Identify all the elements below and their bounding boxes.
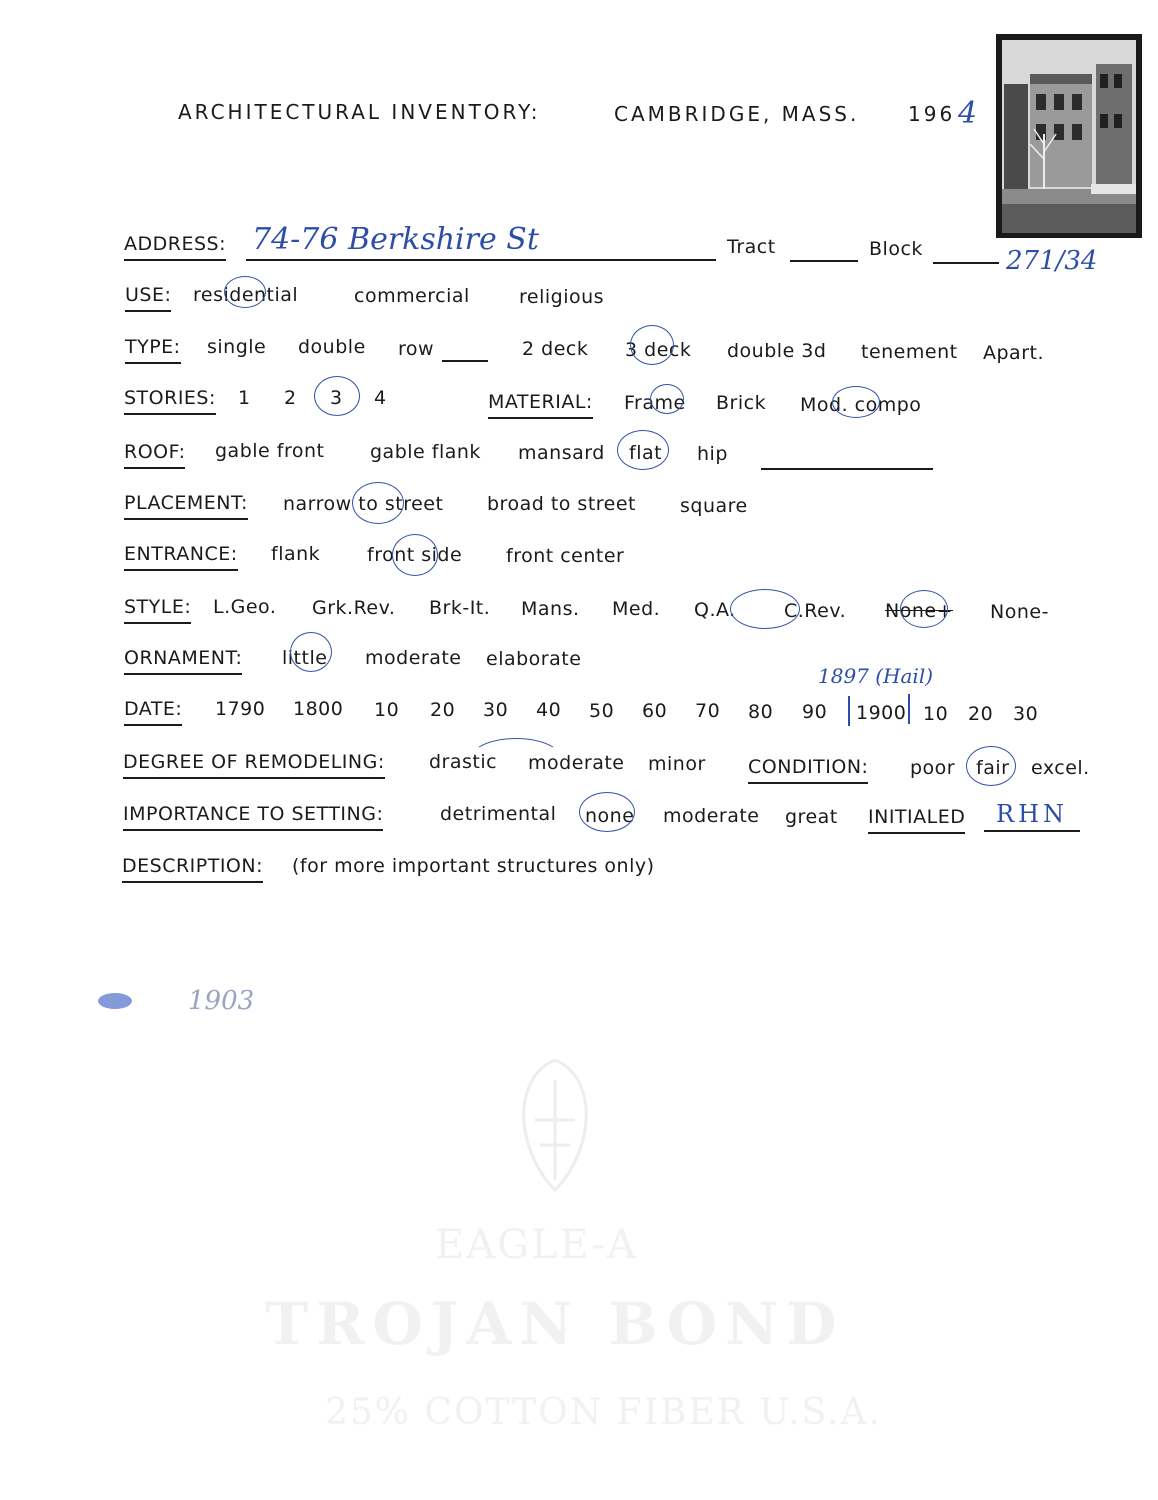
date-option-10[interactable]: 10 bbox=[374, 699, 400, 721]
date-option-50[interactable]: 50 bbox=[589, 700, 615, 722]
importance-option-detrimental[interactable]: detrimental bbox=[440, 803, 557, 825]
date-option-20[interactable]: 20 bbox=[430, 699, 456, 721]
entrance-option-front-center[interactable]: front center bbox=[506, 545, 625, 567]
selection-circle bbox=[832, 386, 880, 418]
importance-option-none[interactable]: none bbox=[585, 805, 635, 827]
address-line bbox=[246, 259, 716, 261]
selection-circle bbox=[290, 632, 332, 672]
block-label: Block bbox=[869, 238, 923, 260]
remodeling-label: DEGREE OF REMODELING: bbox=[123, 751, 385, 779]
material-option-mod-compo[interactable]: Mod. compo bbox=[800, 394, 922, 416]
importance-label: IMPORTANCE TO SETTING: bbox=[123, 803, 383, 831]
remodeling-option-minor[interactable]: minor bbox=[648, 753, 706, 775]
roof-other-line bbox=[761, 468, 933, 470]
selection-circle bbox=[224, 276, 266, 308]
type-option-single[interactable]: single bbox=[207, 336, 267, 358]
condition-option-poor[interactable]: poor bbox=[910, 757, 956, 779]
watermark-line2: TROJAN BOND bbox=[265, 1290, 845, 1358]
roof-option-flat[interactable]: flat bbox=[629, 442, 663, 464]
address-label: ADDRESS: bbox=[124, 233, 226, 261]
watermark-eagle-logo bbox=[490, 1050, 620, 1204]
style-label: STYLE: bbox=[124, 596, 191, 624]
ornament-option-elaborate[interactable]: elaborate bbox=[486, 648, 582, 670]
tract-label: Tract bbox=[727, 236, 776, 258]
selection-circle bbox=[579, 792, 635, 832]
selection-circle bbox=[617, 430, 669, 470]
roof-option-gable-front[interactable]: gable front bbox=[215, 440, 325, 462]
date-option-1900[interactable]: 1900 bbox=[856, 702, 907, 724]
remodeling-option-moderate[interactable]: moderate bbox=[528, 752, 625, 774]
placement-option-square[interactable]: square bbox=[680, 495, 748, 517]
initialed-line bbox=[984, 830, 1080, 832]
form-year-handwritten: 4 bbox=[958, 96, 978, 131]
date-option-40[interactable]: 40 bbox=[536, 699, 562, 721]
selection-circle bbox=[900, 590, 948, 628]
roof-option-mansard[interactable]: mansard bbox=[518, 442, 605, 464]
selection-circle bbox=[630, 325, 674, 365]
stories-option-4[interactable]: 4 bbox=[374, 387, 387, 409]
style-option-q-a[interactable]: Q.A. bbox=[694, 599, 736, 621]
style-option-c-rev[interactable]: C.Rev. bbox=[784, 600, 847, 622]
style-option-brk-it[interactable]: Brk-It. bbox=[429, 597, 491, 619]
use-option-residential[interactable]: residential bbox=[193, 284, 299, 306]
roof-option-hip[interactable]: hip bbox=[697, 443, 728, 465]
description-note: (for more important structures only) bbox=[292, 855, 655, 877]
date-option-10-later[interactable]: 10 bbox=[923, 703, 949, 725]
form-year-prefix: 196 bbox=[908, 102, 956, 126]
stories-option-1[interactable]: 1 bbox=[238, 387, 251, 409]
selection-circle bbox=[966, 746, 1016, 786]
type-option-tenement[interactable]: tenement bbox=[861, 341, 958, 363]
stories-option-2[interactable]: 2 bbox=[284, 387, 297, 409]
entrance-option-front-side[interactable]: front side bbox=[367, 544, 463, 566]
date-annotation: 1897 (Hail) bbox=[818, 664, 934, 688]
remodeling-option-drastic[interactable]: drastic bbox=[429, 751, 498, 773]
condition-option-excel[interactable]: excel. bbox=[1031, 757, 1090, 779]
ornament-option-little[interactable]: little bbox=[282, 647, 328, 669]
selection-circle bbox=[352, 482, 404, 524]
building-photo bbox=[996, 34, 1142, 238]
initialed-value[interactable]: RHN bbox=[996, 800, 1068, 828]
date-option-90[interactable]: 90 bbox=[802, 701, 828, 723]
stories-label: STORIES: bbox=[124, 387, 216, 415]
block-line bbox=[933, 262, 999, 264]
use-option-commercial[interactable]: commercial bbox=[354, 285, 470, 307]
date-option-60[interactable]: 60 bbox=[642, 700, 668, 722]
address-value[interactable]: 74-76 Berkshire St bbox=[252, 222, 539, 257]
date-option-70[interactable]: 70 bbox=[695, 700, 721, 722]
date-bracket-right bbox=[908, 694, 910, 724]
type-option-apart[interactable]: Apart. bbox=[983, 342, 1045, 364]
tract-line bbox=[790, 260, 858, 262]
type-option-2-deck[interactable]: 2 deck bbox=[522, 338, 589, 360]
roof-option-gable-flank[interactable]: gable flank bbox=[370, 441, 481, 463]
condition-label: CONDITION: bbox=[748, 756, 868, 784]
importance-option-moderate[interactable]: moderate bbox=[663, 805, 760, 827]
date-option-20-later[interactable]: 20 bbox=[968, 703, 994, 725]
style-option-grk-rev[interactable]: Grk.Rev. bbox=[312, 597, 396, 619]
ornament-label: ORNAMENT: bbox=[124, 647, 242, 675]
material-label: MATERIAL: bbox=[488, 391, 593, 419]
material-option-brick[interactable]: Brick bbox=[716, 392, 767, 414]
type-option-row[interactable]: row bbox=[398, 338, 435, 360]
date-option-1790[interactable]: 1790 bbox=[215, 698, 266, 720]
watermark-line1: EAGLE-A bbox=[435, 1222, 638, 1268]
selection-circle bbox=[650, 384, 684, 414]
date-option-30-later[interactable]: 30 bbox=[1013, 703, 1039, 725]
condition-option-fair[interactable]: fair bbox=[976, 757, 1010, 779]
ink-blot bbox=[98, 993, 132, 1009]
style-option-mans[interactable]: Mans. bbox=[521, 598, 580, 620]
style-option-med[interactable]: Med. bbox=[612, 598, 661, 620]
entrance-label: ENTRANCE: bbox=[124, 543, 238, 571]
type-option-3-deck[interactable]: 3 deck bbox=[625, 339, 692, 361]
style-option-none-minus[interactable]: None- bbox=[990, 601, 1049, 623]
selection-circle bbox=[392, 534, 438, 576]
type-option-double-3d[interactable]: double 3d bbox=[727, 340, 827, 362]
description-label: DESCRIPTION: bbox=[122, 855, 263, 883]
type-row-line bbox=[442, 360, 488, 362]
placement-option-broad-to-street[interactable]: broad to street bbox=[487, 493, 637, 515]
style-option-l-geo[interactable]: L.Geo. bbox=[213, 596, 277, 618]
date-option-30[interactable]: 30 bbox=[483, 699, 509, 721]
roof-label: ROOF: bbox=[124, 441, 185, 469]
placement-label: PLACEMENT: bbox=[124, 492, 248, 520]
date-option-80[interactable]: 80 bbox=[748, 701, 774, 723]
date-bracket-left bbox=[848, 696, 850, 726]
ornament-option-moderate[interactable]: moderate bbox=[365, 647, 462, 669]
placement-option-narrow-to-street[interactable]: narrow to street bbox=[283, 493, 444, 515]
type-label: TYPE: bbox=[125, 336, 181, 364]
entrance-option-flank[interactable]: flank bbox=[271, 543, 321, 565]
date-label: DATE: bbox=[124, 698, 182, 726]
form-title: ARCHITECTURAL INVENTORY: bbox=[178, 100, 541, 124]
importance-option-great[interactable]: great bbox=[785, 806, 838, 828]
initialed-label: INITIALED bbox=[868, 806, 965, 834]
selection-circle bbox=[314, 376, 360, 416]
stories-option-3[interactable]: 3 bbox=[330, 387, 343, 409]
block-value[interactable]: 271/34 bbox=[1006, 246, 1098, 276]
type-option-double[interactable]: double bbox=[298, 336, 366, 358]
use-option-religious[interactable]: religious bbox=[519, 286, 605, 308]
watermark-line3: 25% COTTON FIBER U.S.A. bbox=[325, 1392, 882, 1433]
margin-note: 1903 bbox=[188, 986, 255, 1016]
use-label: USE: bbox=[125, 284, 171, 312]
material-option-frame[interactable]: Frame bbox=[624, 392, 686, 414]
form-city: CAMBRIDGE, MASS. bbox=[614, 102, 860, 126]
style-option-none-plus[interactable]: None+ bbox=[885, 600, 953, 622]
date-option-1800[interactable]: 1800 bbox=[293, 698, 344, 720]
